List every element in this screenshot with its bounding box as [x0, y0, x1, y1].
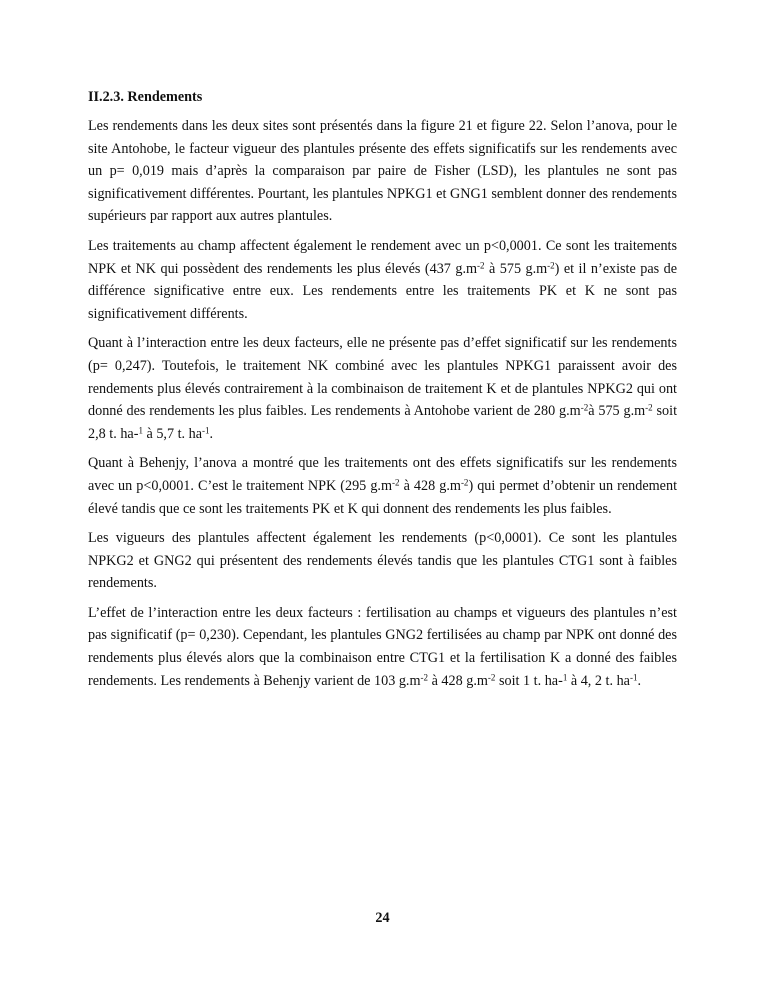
paragraph-2-text-3: ) et il n’existe pas de différence significative entre eux. Les rendements entre les traitements PK et K ne sont pas significativement différents.	[88, 260, 678, 322]
paragraph-6-text-4: à 4, 2 t. ha	[567, 672, 630, 689]
paragraph-4-text-1: Quant à Behenjy, l’anova a montré que les traitements ont des effets significatifs sur les rendements avec un p<0,0001. C’est le traitement NPK (295 g.m	[88, 455, 677, 494]
paragraph-3-sup-3: 1	[138, 425, 143, 436]
paragraph-2	[88, 235, 677, 325]
paragraph-3-sup-1: -2	[580, 402, 589, 413]
paragraph-6	[88, 602, 677, 692]
paragraph-2-sup-2: -2	[547, 260, 555, 271]
paragraph-3	[88, 332, 677, 445]
paragraph-6-text-2: à 428 g.m	[428, 672, 488, 689]
page-content	[88, 86, 677, 699]
paragraph-6-sup-1: -2	[420, 672, 429, 683]
paragraph-3-sup-2: -2	[645, 402, 653, 413]
paragraph-6-text-5: .	[637, 672, 642, 689]
paragraph-3-text-5: .	[209, 425, 214, 442]
paragraph-4-sup-1: -2	[392, 477, 400, 488]
paragraph-6-sup-2: -2	[487, 672, 496, 683]
section-heading: II.2.3. Rendements	[88, 89, 203, 105]
paragraph-3-text-4: à 5,7 t. ha	[142, 425, 203, 442]
paragraph-4-sup-2: -2	[460, 477, 469, 488]
paragraph-6-sup-3: 1	[562, 672, 568, 683]
paragraph-1: Les rendements dans les deux sites sont présentés dans la figure 21 et figure 22. Selon l’anova, pour le site Antohobe, le facteur vigueur des plantules présente des effets significatifs sur les rendements avec un p= 0,019 mais d’après la comparaison par paire de Fisher (LSD), les plantules ne sont pas significativement différentes. Pourtant, les plantules NPKG1 et GNG1 semblent donner des rendements supérieurs par rapport aux autres plantules.	[88, 118, 677, 225]
paragraph-2-sup-1: -2	[477, 260, 485, 271]
paragraph-2-text-1: Les traitements au champ affectent également le rendement avec un p<0,0001. Ce sont les traitements NPK et NK qui possèdent des rendements les plus élevés (437 g.m	[88, 237, 677, 277]
paragraph-5: Les vigueurs des plantules affectent également les rendements (p<0,0001). Ce sont les plantules NPKG2 et GNG2 qui présentent des rendements élevés tandis que les plantules CTG1 sont à faibles rendements.	[88, 530, 677, 592]
paragraph-3-text-3: soit 2,8 t. ha-	[88, 403, 678, 442]
paragraph-3-text-1: Quant à l’interaction entre les deux facteurs, elle ne présente pas d’effet significatif sur les rendements (p= 0,247). Toutefois, le traitement NK combiné avec les plantules NPKG1 paraissent avoir des rendements plus élevés contrairement à la combinaison de traitement K et de plantules NPKG2 qui ont donné des rendements les plus faibles. Les rendements à Antohobe varient de 280 g.m	[88, 335, 677, 420]
paragraph-6-text-1: L’effet de l’interaction entre les deux facteurs : fertilisation au champs et vigueurs des plantules n’est pas significatif (p= 0,230). Cependant, les plantules GNG2 fertilisées au champ par NPK ont donné des rendements plus élevés alors que la combinaison entre CTG1 et la fertilisation K a donné des faibles rendements. Les rendements à Behenjy varient de 103 g.m	[88, 604, 677, 689]
paragraph-6-text-3: soit 1 t. ha-	[495, 672, 563, 689]
page-number: 24	[375, 910, 390, 926]
paragraph-2-text-2: à 575 g.m	[484, 260, 548, 277]
paragraph-4-text-2: à 428 g.m	[399, 477, 461, 494]
paragraph-4-text-3: ) qui permet d’obtenir un rendement élevé tandis que ce sont les traitements PK et K qui donnent des rendements les plus faibles.	[88, 477, 678, 517]
paragraph-4	[88, 452, 677, 520]
paragraph-6-sup-4: -1	[629, 672, 638, 683]
paragraph-3-text-2: à 575 g.m	[588, 403, 646, 420]
paragraph-3-sup-4: -1	[202, 425, 210, 436]
